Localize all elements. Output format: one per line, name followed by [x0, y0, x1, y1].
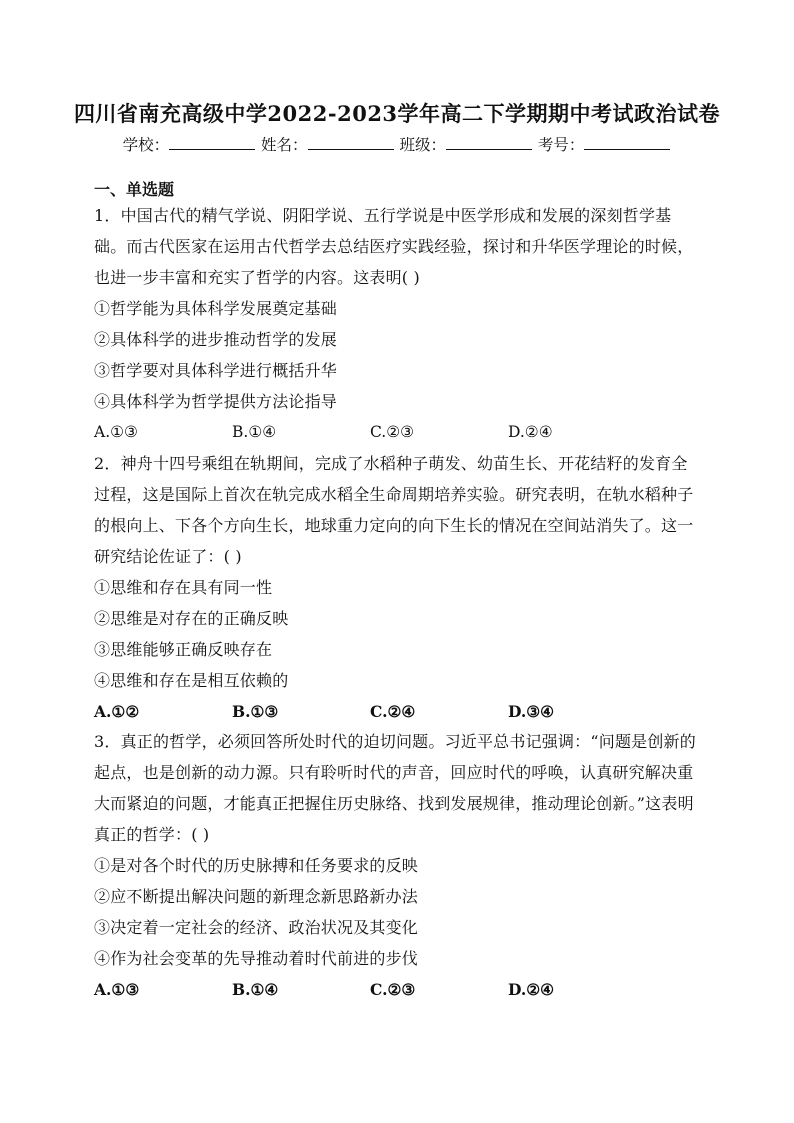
question-2-option-4: ④思维和存在是相互依赖的	[94, 671, 289, 690]
question-2-choice-d[interactable]: D.③④	[508, 702, 555, 721]
question-2-choices	[94, 696, 702, 727]
question-1-choice-d[interactable]: D.②④	[508, 423, 553, 441]
question-2-choice-c[interactable]: C.②④	[370, 702, 416, 721]
question-1-text: 1．中国古代的精气学说、阴阳学说、五行学说是中医学形成和发展的深刻哲学基础。而古代医家在运用古代哲学去总结医疗实践经验，探讨和升华医学理论的时候，也进一步丰富和充实了哲学的内容。这表明( )	[94, 206, 694, 287]
question-3-choice-c[interactable]: C.②③	[370, 980, 416, 999]
question-2-option-1: ①思维和存在具有同一性	[94, 578, 273, 597]
question-1-option-3: ③哲学要对具体科学进行概括升华	[94, 361, 338, 380]
question-1-option-4: ④具体科学为哲学提供方法论指导	[94, 392, 338, 411]
school-blank	[169, 132, 255, 150]
question-3-option-2: ②应不断提出解决问题的新理念新思路新办法	[94, 887, 419, 906]
number-label: 考号：	[537, 136, 585, 154]
question-3-choice-a[interactable]: A.①③	[94, 980, 140, 999]
question-1-option-2: ②具体科学的进步推动哲学的发展	[94, 330, 338, 349]
class-blank	[446, 132, 532, 150]
question-3-choice-d[interactable]: D.②④	[508, 980, 555, 999]
question-3-choices	[94, 974, 702, 1005]
class-label: 班级：	[399, 136, 446, 154]
question-3-option-3: ③决定着一定社会的经济、政治状况及其变化	[94, 918, 419, 937]
question-2-option-3: ③思维能够正确反映存在	[94, 640, 273, 659]
question-3-option-4: ④作为社会变革的先导推动着时代前进的步伐	[94, 949, 419, 968]
question-2-option-2: ②思维是对存在的正确反映	[94, 609, 289, 628]
question-2-text: 2．神舟十四号乘组在轨期间，完成了水稻种子萌发、幼苗生长、开花结籽的发育全过程，这是国际上首次在轨完成水稻全生命周期培养实验。研究表明，在轨水稻种子的根向上、下各个方向生长，地球重力定向的向下生长的情况在空间站消失了。这一研究结论佐证了：( )	[94, 454, 694, 566]
question-3-option-1: ①是对各个时代的历史脉搏和任务要求的反映	[94, 856, 419, 875]
question-1-choice-a[interactable]: A.①③	[94, 423, 138, 441]
question-1-choices	[94, 417, 702, 448]
question-1-choice-b[interactable]: B.①④	[232, 423, 277, 441]
question-2-choice-b[interactable]: B.①③	[232, 702, 279, 721]
exam-title: 四川省南充高级中学2022-2023学年高二下学期期中考试政治试卷	[73, 101, 721, 126]
question-1-option-1: ①哲学能为具体科学发展奠定基础	[94, 299, 338, 318]
question-1-choice-c[interactable]: C.②③	[370, 423, 415, 441]
school-label: 学校：	[122, 136, 170, 154]
name-blank	[308, 132, 394, 150]
student-info-line	[0, 132, 794, 158]
question-3-choice-b[interactable]: B.①④	[232, 980, 279, 999]
question-3-text: 3．真正的哲学，必须回答所处时代的迫切问题。习近平总书记强调：“问题是创新的起点，也是创新的动力源。只有聆听时代的声音，回应时代的呼唤，认真研究解决重大而紧迫的问题，才能真正把握住历史脉络、找到发展规律，推动理论创新。”这表明真正的哲学：( )	[94, 732, 696, 844]
section-heading: 一、单选题	[94, 180, 175, 199]
question-2-choice-a[interactable]: A.①②	[94, 702, 140, 721]
name-label: 姓名：	[261, 136, 308, 154]
number-blank	[584, 132, 670, 150]
